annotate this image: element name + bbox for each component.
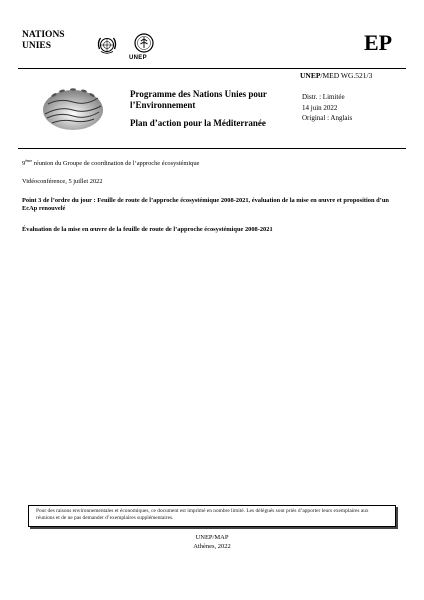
meeting-name: réunion du Groupe de coordination de l’approche écosystémique [32,160,200,167]
map-logo-icon [40,86,106,132]
issue-date: 14 juin 2022 [302,103,338,112]
header-rule [18,68,406,69]
org-line-1: NATIONS [22,30,65,40]
un-org-name [22,30,65,52]
agenda-item: Point 3 de l’ordre du jour : Feuille de route de l’approche écosystémique 2008-2021, évaluation de la mise en œuvre et proposition d’un EcAp renouvelé [22,197,389,212]
original-language: Original : Anglais [302,114,353,122]
meeting-number: 9 [22,160,26,167]
print-note: Pour des raisons environnementales et économiques, ce document est imprimé en nombre limité. Les délégués sont priés d’apporter leurs exemplaires aux réunions et de ne pas demander d’exemplaires supplémentaires. [36,508,369,521]
symbol-rest: /MED WG.521/3 [320,71,373,80]
meeting-line [22,157,402,168]
publisher: UNEP/MAP [195,534,229,541]
symbol-bold: UNEP [300,71,321,80]
distribution-block [302,92,352,124]
unep-emblem-icon [133,32,155,54]
un-emblem-icon [96,34,118,56]
plan-title: Plan d’action pour la Méditerranée [130,118,266,128]
place-year: Athènes, 2022 [193,543,231,550]
org-line-2: UNIES [22,41,52,51]
unep-label: UNEP [129,55,147,61]
meeting-ordinal: ème [25,157,33,163]
distribution: Distr. : Limitée [302,93,345,101]
document-title: Évaluation de la mise en œuvre de la feuille de route de l’approche écosystémique 2008-2021 [22,226,273,233]
language-code: EP [364,30,393,55]
programme-title: Programme des Nations Unies pour l’Environnement [130,89,267,110]
title-rule [18,148,406,149]
document-symbol [300,71,372,80]
venue-line: Vidéoconférence, 5 juillet 2022 [22,178,103,185]
